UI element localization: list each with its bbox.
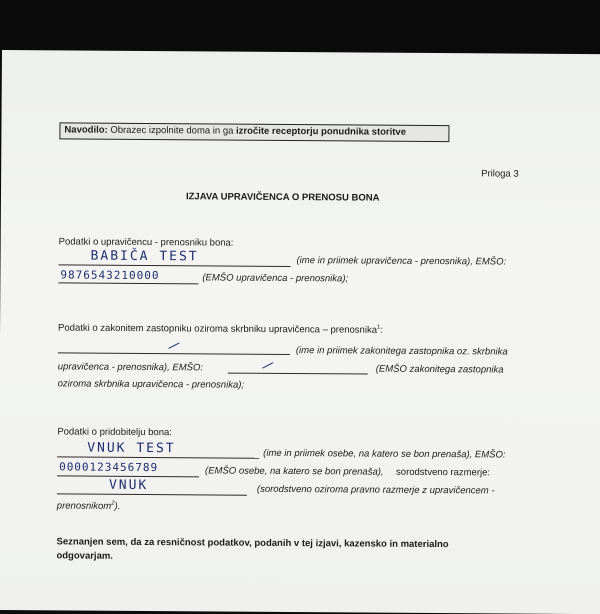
acquirer-footnote-ref: 2: [111, 500, 115, 507]
instruction-text: Obrazec izpolnite doma in ga: [110, 124, 234, 137]
beneficiary-heading: Podatki o upravičencu - prenosniku bona:: [58, 236, 234, 249]
representative-emso-line: [228, 373, 368, 375]
beneficiary-emso-line: [58, 282, 198, 284]
instruction-prefix: Navodilo:: [64, 124, 108, 136]
acquirer-emso-hint: (EMŠO osebe, na katero se bon prenaša),: [205, 465, 384, 478]
representative-emso-strike: [262, 362, 273, 368]
beneficiary-name-handwritten: BABIČA TEST: [90, 248, 199, 265]
document-title: IZJAVA UPRAVIČENCA O PRENOSU BONA: [185, 191, 380, 204]
representative-line2-b: (EMŠO zakonitega zastopnika: [375, 363, 504, 376]
acquirer-name-line: [57, 456, 259, 458]
acquirer-name-hint: (ime in priimek osebe, na katero se bon prenaša), EMŠO:: [263, 447, 506, 461]
acquirer-relation-hint: (sorodstveno oziroma pravno razmerje z upravičencem -: [256, 483, 495, 497]
acquirer-relation-close: ).: [114, 500, 121, 512]
beneficiary-emso-hint: (EMŠO upravičenca - prenosnika);: [202, 272, 349, 285]
beneficiary-name-line: [58, 264, 290, 267]
representative-footnote-ref: 1: [377, 324, 381, 331]
representative-heading-text: Podatki o zakonitem zastopniku oziroma skrbniku upravičenca – prenosnika: [58, 322, 378, 336]
representative-heading-colon: :: [380, 324, 384, 336]
acquirer-relation-handwritten: VNUK: [108, 477, 149, 494]
instruction-bold-text: izročite receptorju ponudnika storitve: [236, 125, 407, 138]
instruction-box: [59, 122, 449, 142]
representative-name-hint: (ime in priimek zakonitega zastopnika oz. skrbnika: [295, 345, 508, 358]
acquirer-relation-label: sorodstveno razmerje:: [396, 466, 491, 479]
acquirer-relation-end: [57, 500, 121, 512]
representative-line3: oziroma skrbnika upravičenca - prenosnika);: [57, 378, 245, 391]
acquirer-heading: Podatki o pridobitelju bona:: [57, 426, 172, 439]
statement-line2: odgovarjam.: [56, 550, 114, 562]
acquirer-name-handwritten: VNUK TEST: [87, 440, 176, 457]
acquirer-relation-line: [57, 493, 247, 495]
beneficiary-emso-handwritten: 9876543210000: [60, 268, 160, 283]
acquirer-emso-handwritten: 0000123456789: [59, 460, 159, 475]
representative-heading: [58, 322, 383, 335]
acquirer-relation-end-text: prenosnikom: [56, 500, 112, 512]
representative-line2-a: upravičenca - prenosnika), EMŠO:: [57, 361, 204, 374]
representative-name-line: [58, 352, 290, 355]
annex-label: Priloga 3: [481, 168, 519, 180]
document-page: [0, 50, 600, 614]
beneficiary-name-hint: (ime in priimek upravičenca - prenosnika), EMŠO:: [296, 255, 507, 268]
statement-line1: Seznanjen sem, da za resničnost podatkov, podanih v tej izjavi, kazensko in materialno: [56, 536, 449, 551]
representative-name-strike: [168, 342, 179, 348]
